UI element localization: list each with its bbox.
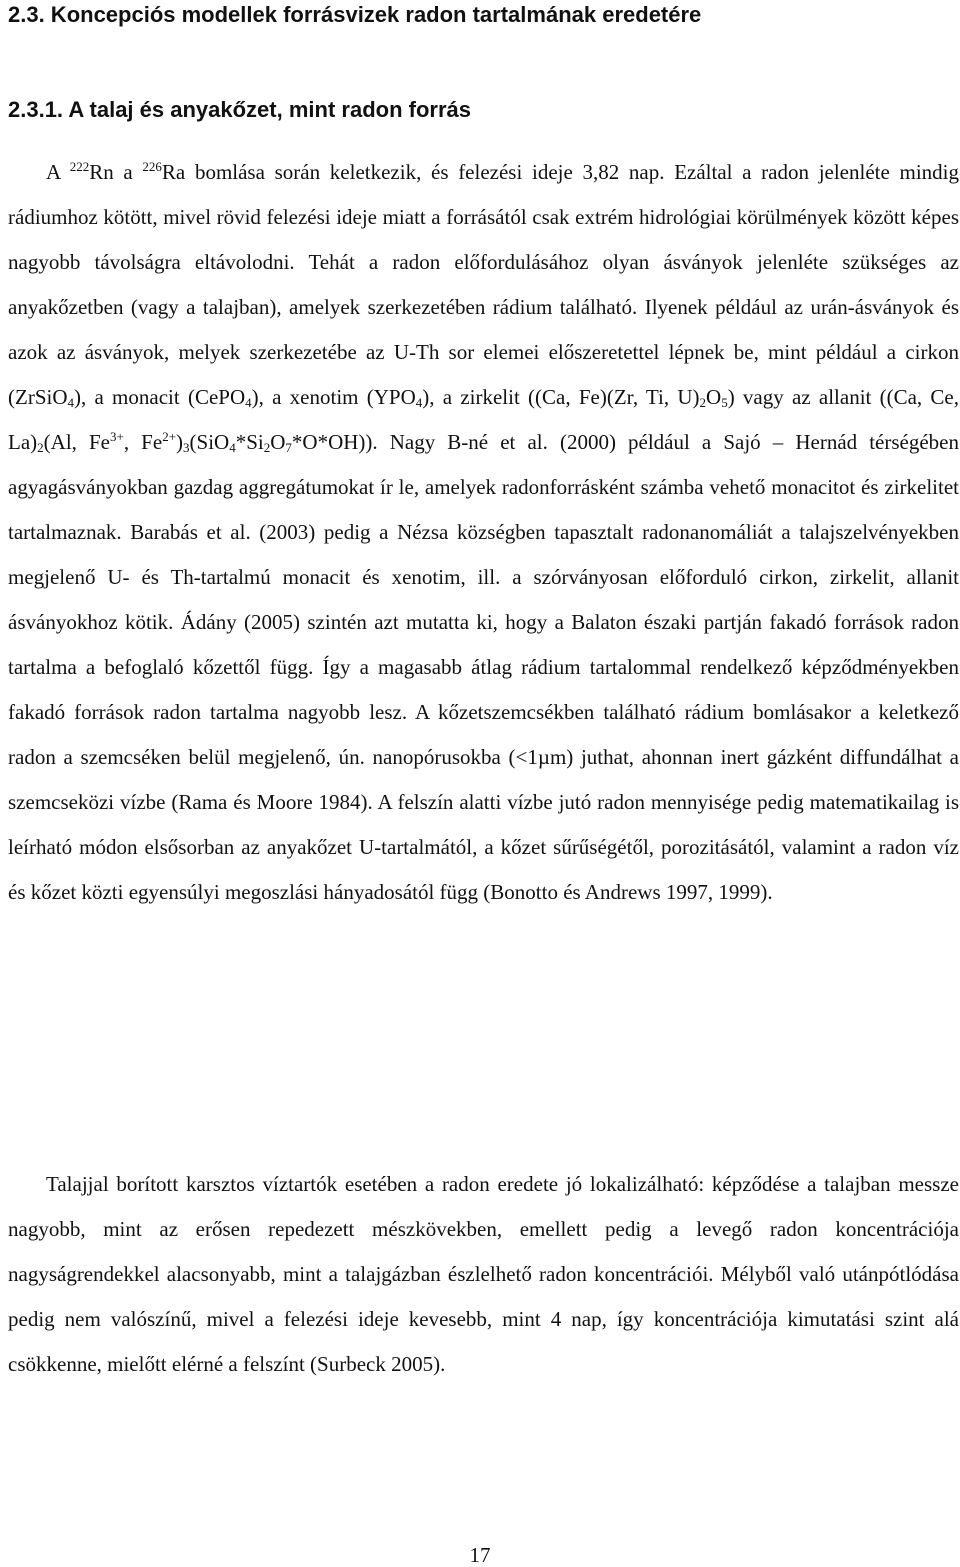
text-run: ), a zirkelit ((Ca, Fe)(Zr, Ti, U) [422,385,700,409]
mass-number-superscript: 226 [142,159,162,174]
text-run: *O*OH)). Nagy B-né et al. (2000) például a Sajó – Hernád térségében agyagásványokban gazdag aggregátumokat ír le, amelyek radonforrásként számba vehető monacitot és zirkelitet tartalmaznak. Barabás et al. (2003) pedig a Nézsa községben tapasztalt radonanomáliát a talajszelvényekben megjelenő U- és Th-tartalmú monacit és xenotim, ill. a szórványosan előforduló cirkon, zirkelit, allanit ásványokhoz kötik. Ádány (2005) szintén azt mutatta ki, hogy a Balaton északi partján fakadó források radon tartalma a befoglaló kőzettől függ. Így a magasabb átlag rádium tartalommal rendelkező képződményekben fakadó források radon tartalma nagyobb lesz. A kőzetszemcsékben található rádium bomlásakor a keletkező radon a szemcséken belül megjelenő, ún. nanopórusokba (<1µm) juthat, ahonnan inert gázként diffundálhat a szemcseközi vízbe (Rama és Moore 1984). A felszín alatti vízbe jutó radon mennyisége pedig matematikailag is leírható módon elsősorban az anyakőzet U-tartalmától, a kőzet sűrűségétől, porozitásától, valamint a radon víz és kőzet közti egyensúlyi megoszlási hányadosától függ (Bonotto és Andrews 1997, 1999). [8,430,960,904]
text-run: O [270,430,286,454]
text-run: ) vagy az allanit ((Ca, Ce, La) [8,385,959,454]
formula-subscript: 3 [183,440,190,455]
text-run: Rn a [89,160,143,184]
text-run: (Al, Fe [43,430,110,454]
formula-subscript: 5 [721,395,728,410]
formula-subscript: 4 [245,395,252,410]
body-paragraph-1 [8,150,959,915]
formula-subscript: 2 [37,440,44,455]
text-run: *Si [235,430,264,454]
charge-superscript: 2+ [162,429,177,444]
formula-subscript: 7 [285,440,292,455]
subsection-heading: 2.3.1. A talaj és anyakőzet, mint radon forrás [8,97,471,122]
page-number: 17 [469,1543,491,1567]
text-run: A [46,160,70,184]
formula-subscript: 2 [263,440,271,455]
text-run: , Fe [123,430,163,454]
mass-number-superscript: 222 [69,159,90,174]
text-run: ), a xenotim (YPO [251,385,416,409]
section-heading: 2.3. Koncepciós modellek forrásvizek radon tartalmának eredetére [8,2,702,27]
formula-subscript: 4 [229,440,236,455]
text-run: ) [176,430,184,454]
text-run: Ra bomlása során keletkezik, és felezési ideje 3,82 nap. Ezáltal a radon jelenléte mindig rádiumhoz kötött, mivel rövid felezési ideje miatt a forrásától csak extrém hidrológiai körülmények között képes nagyobb távolságra eltávolodni. Tehát a radon előfordulásához olyan ásványok jelenléte szükséges az anyakőzetben (vagy a talajban), amelyek szerkezetében rádium található. Ilyenek például az urán-ásványok és azok az ásványok, melyek szerkezetébe az U-Th sor elemei előszeretettel lépnek be, mint például a cirkon (ZrSiO [8,160,960,409]
formula-subscript: 4 [415,395,423,410]
text-run: O [706,385,722,409]
text-run: (SiO [189,430,230,454]
formula-subscript: 4 [67,395,74,410]
body-paragraph-2: Talajjal borított karsztos víztartók esetében a radon eredete jó lokalizálható: képződése a talajban messze nagyobb, mint az erősen repedezett mészkövekben, emellett pedig a levegő radon koncentrációja nagyságrendekkel alacsonyabb, mint a talajgázban észlelhető radon koncentrációi. Mélyből való utánpótlódása pedig nem valószínű, mivel a felezési ideje kevesebb, mint 4 nap, így koncentrációja kimutatási szint alá csökkenne, mielőtt elérné a felszínt (Surbeck 2005). [8,1172,959,1376]
charge-superscript: 3+ [110,429,124,444]
formula-subscript: 2 [699,395,707,410]
text-run: ), a monacit (CePO [74,385,246,409]
